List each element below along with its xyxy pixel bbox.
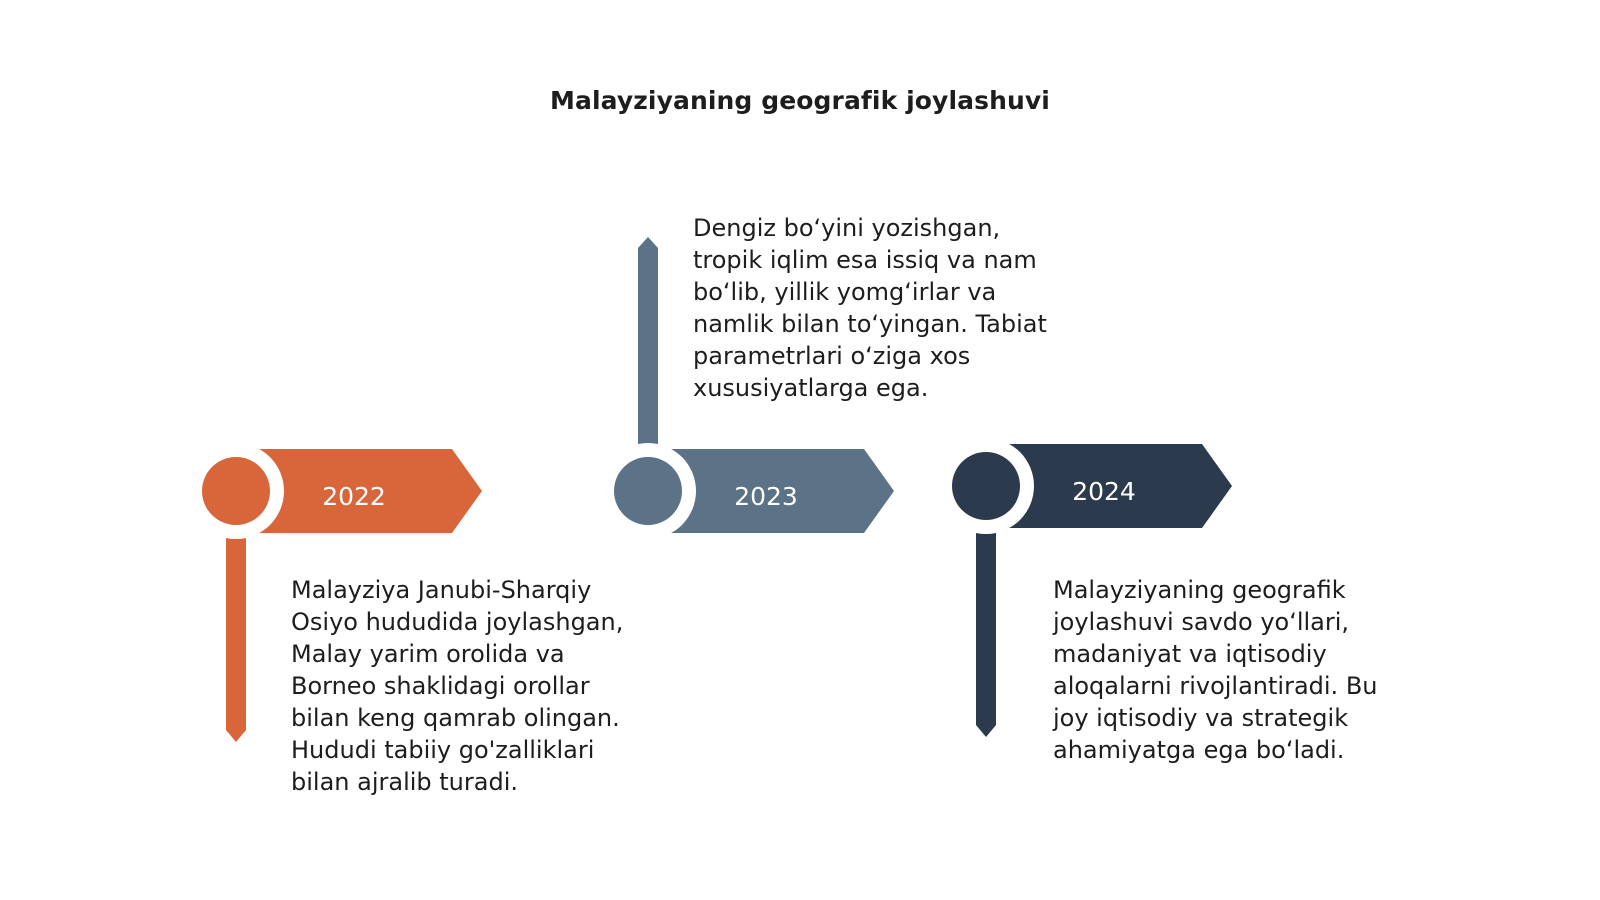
milestone-1-year: 2022 [322, 482, 386, 511]
milestone-1-stem [226, 530, 246, 730]
milestone-2-node [614, 457, 682, 525]
page-title: Malayziyaning geografik joylashuvi [550, 86, 1050, 115]
milestone-3-node [952, 452, 1020, 520]
milestone-2-stem-tip [638, 237, 658, 248]
milestone-2-year: 2023 [734, 482, 798, 511]
milestone-1-description: Malayziya Janubi-Sharqiy Osiyo hududida joylashgan, Malay yarim orolida va Borneo shaklidagi orollar bilan keng qamrab olingan. Hududi tabiiy go'zalliklari bilan ajralib turadi. [291, 576, 624, 796]
milestone-3-description: Malayziyaning geografik joylashuvi savdo yo‘llari, madaniyat va iqtisodiy aloqalarni rivojlantiradi. Bu joy iqtisodiy va strategik ahamiyatga ega bo‘ladi. [1053, 576, 1378, 764]
milestone-1-node [202, 457, 270, 525]
milestone-3-year: 2024 [1072, 477, 1136, 506]
milestone-1-stem-tip [226, 730, 246, 742]
milestone-3-stem-tip [976, 725, 996, 737]
milestone-2-description: Dengiz bo‘yini yozishgan, tropik iqlim esa issiq va nam bo‘lib, yillik yomg‘irlar va namlik bilan to‘yingan. Tabiat parametrlari o‘ziga xos xususiyatlarga ega. [693, 214, 1047, 402]
milestone-2-stem [638, 248, 658, 448]
milestone-3-stem [976, 525, 996, 725]
